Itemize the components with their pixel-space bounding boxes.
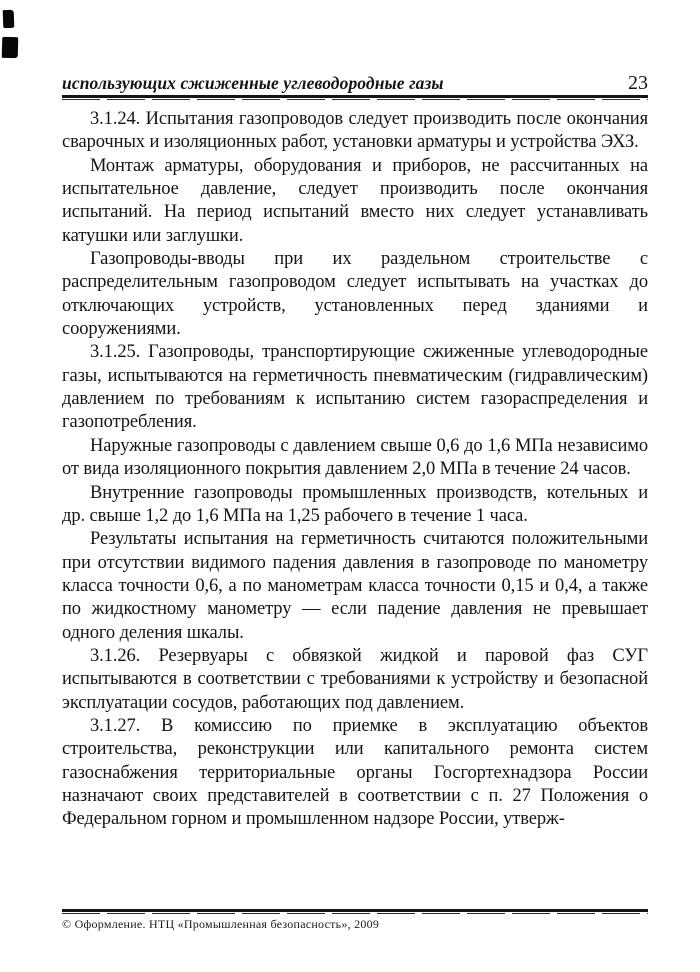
running-title: использующих сжиженные углеводородные газы — [62, 73, 444, 93]
page-number: 23 — [628, 72, 648, 94]
paragraph-3-1-25: 3.1.25. Газопроводы, транспортирующие сжиженные углеводородные газы, испытываются на герметичность пневматическим (гидравлическим) давлением по требованиям к испытанию систем газораспределения и газопотребления. — [62, 342, 648, 433]
paragraph-3-1-26: 3.1.26. Резервуары с обвязкой жидкой и паровой фаз СУГ испытываются в соответствии с требованиями к устройству и безопасной эксплуатации сосудов, работающих под давлением. — [62, 645, 648, 713]
header-rule-broken-line — [62, 99, 648, 101]
page-header — [62, 72, 648, 95]
footer-rule-line — [62, 909, 648, 912]
footer-rule-broken-line — [62, 913, 648, 915]
paragraph-montazh: Монтаж арматуры, оборудования и приборов, не рассчитанных на испытательное давление, следует производить после окончания испытаний. На период испытаний вместо них следует устанавливать катушки или заглушки. — [62, 155, 648, 246]
header-rule — [62, 95, 648, 100]
header-rule-line — [62, 95, 648, 98]
copyright-text: © Оформление. НТЦ «Промышленная безопасность», 2009 — [62, 917, 380, 931]
scan-binding-mark — [2, 37, 19, 58]
paragraph-gazoprovody-vvody: Газопроводы-вводы при их раздельном строительстве с распределительным газопроводом следует испытывать на участках до отключающих устройств, установленных перед зданиями и сооружениями. — [62, 249, 648, 340]
page-footer — [62, 917, 379, 932]
scan-binding-mark — [3, 10, 15, 28]
paragraph-3-1-27: 3.1.27. В комиссию по приемке в эксплуатацию объектов строительства, реконструкции или капитального ремонта систем газоснабжения территориальные органы Госгортехнадзора России назначают своих представителей в соответствии с п. 27 Положения о Федеральном горном и промышленном надзоре России, утверж- — [62, 715, 648, 830]
document-body — [62, 108, 648, 832]
paragraph-naruzhnye: Наружные газопроводы с давлением свыше 0,6 до 1,6 МПа независимо от вида изоляционного покрытия давлением 2,0 МПа в течение 24 часов. — [62, 435, 648, 480]
footer-rule — [62, 909, 648, 914]
paragraph-rezultaty: Результаты испытания на герметичность считаются положительными при отсутствии видимого падения давления в газопроводе по манометру класса точности 0,6, а по манометрам класса точности 0,15 и 0,4, а также по жидкостному манометру — если падение давления не превышает одного деления шкалы. — [62, 529, 648, 643]
paragraph-vnutrennie: Внутренние газопроводы промышленных производств, котельных и др. свыше 1,2 до 1,6 МПа на 1,25 рабочего в течение 1 часа. — [62, 482, 648, 526]
paragraph-3-1-24: 3.1.24. Испытания газопроводов следует производить после окончания сварочных и изоляционных работ, установки арматуры и устройства ЭХЗ. — [62, 109, 648, 153]
